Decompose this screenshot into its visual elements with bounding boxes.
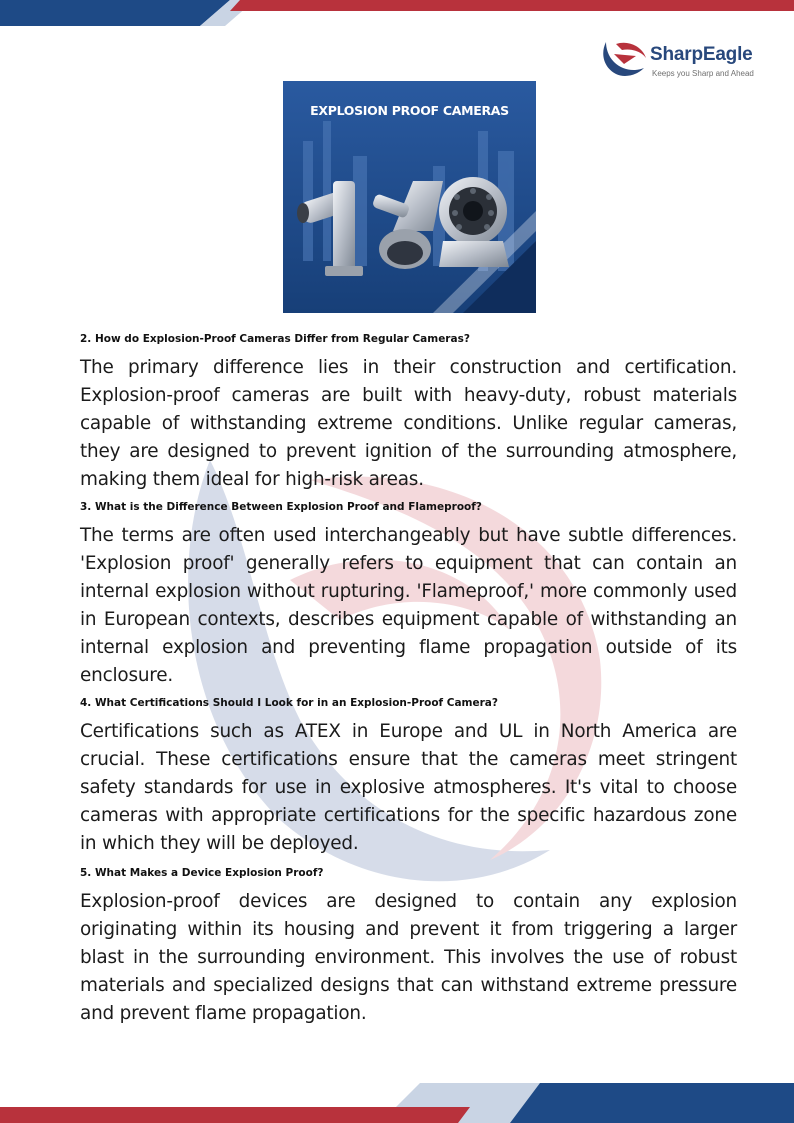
- faq-answer: The terms are often used interchangeably but have subtle differences. 'Explosion proof' generally refers to equipment that can contain an internal explosion without rupturing. 'Flameproof,' more commonly used in European contexts, describes equipment capable of withstanding an internal explosion and preventing flame propagation outside of its enclosure.: [80, 525, 737, 686]
- faq-question: 4. What Certifications Should I Look for in an Explosion-Proof Camera?: [80, 697, 498, 709]
- logo-name: SharpEagle: [650, 44, 753, 65]
- faq-question: 3. What is the Difference Between Explosion Proof and Flameproof?: [80, 501, 482, 513]
- company-logo: [600, 38, 760, 84]
- camera-3: [439, 177, 509, 267]
- logo-tagline: Keeps you Sharp and Ahead: [652, 69, 754, 78]
- faq-answer: The primary difference lies in their construction and certification. Explosion-proof cameras are built with heavy-duty, robust materials capable of withstanding extreme conditions. Unlike regular cameras, they are designed to prevent ignition of the surrounding atmosphere, making them ideal for high-risk areas.: [80, 357, 737, 490]
- hero-image: [283, 81, 536, 313]
- faq-answer: Explosion-proof devices are designed to contain any explosion originating within its housing and prevent it from triggering a larger blast in the surrounding environment. This involves the use of robust materials and specialized designs that can withstand extreme pressure and prevent flame propagation.: [80, 891, 737, 1024]
- faq-question: 2. How do Explosion-Proof Cameras Differ from Regular Cameras?: [80, 333, 470, 345]
- top-decorative-band: [0, 0, 794, 26]
- eagle-logo-icon: [600, 38, 648, 80]
- hero-caption: EXPLOSION PROOF CAMERAS: [310, 103, 509, 118]
- faq-question: 5. What Makes a Device Explosion Proof?: [80, 867, 324, 879]
- faq-answer: Certifications such as ATEX in Europe and UL in North America are crucial. These certifications ensure that the cameras meet stringent safety standards for use in explosive atmospheres. It's vital to choose cameras with appropriate certifications for the specific hazardous zone in which they will be deployed.: [80, 721, 737, 854]
- faq-content: [80, 332, 737, 1034]
- bottom-decorative-band: [0, 1083, 794, 1123]
